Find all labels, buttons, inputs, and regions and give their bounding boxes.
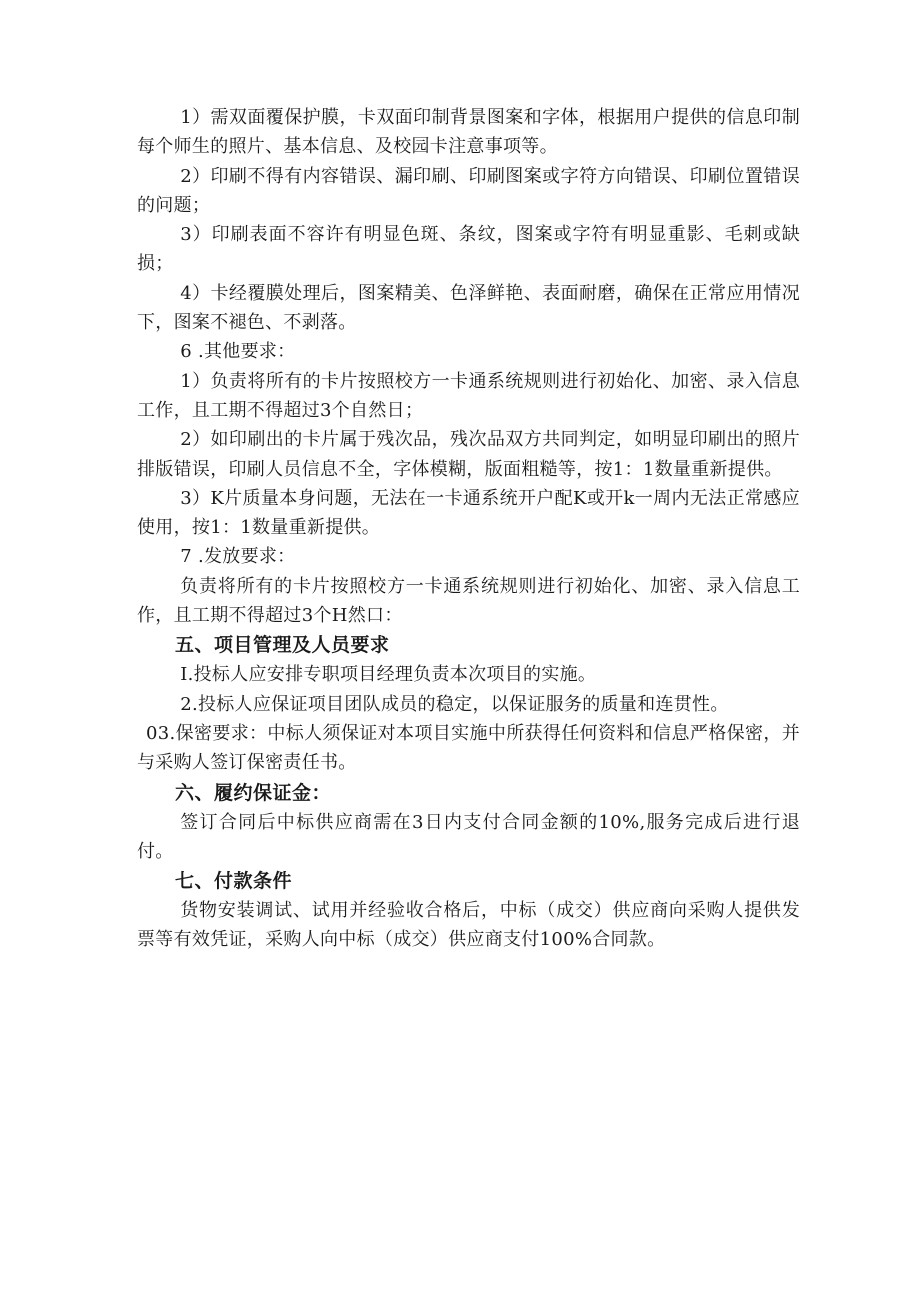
paragraph: 1）负责将所有的卡片按照校方一卡通系统规则进行初始化、加密、录入信息工作，且工期不得超过3个自然日； <box>137 370 800 421</box>
section-heading: 七、付款条件 <box>175 870 293 893</box>
paragraph: 2）印刷不得有内容错误、漏印刷、印刷图案或字符方向错误、印刷位置错误的问题； <box>137 165 800 216</box>
paragraph: 货物安装调试、试用并经验收合格后，中标（成交）供应商向采购人提供发票等有效凭证，采购人向中标（成交）供应商支付100%合同款。 <box>137 900 800 951</box>
paragraph: 03.保密要求：中标人须保证对本项目实施中所获得任何资料和信息严格保密，并与采购人签订保密责任书。 <box>137 722 800 774</box>
paragraph: 签订合同后中标供应商需在3日内支付合同金额的10%,服务完成后进行退付。 <box>137 811 800 862</box>
paragraph: I.投标人应安排专职项目经理负责本次项目的实施。 <box>180 664 597 686</box>
paragraph: 3）印刷表面不容许有明显色斑、条纹，图案或字符有明显重影、毛刺或缺损； <box>137 224 800 275</box>
section-heading: 六、履约保证金： <box>175 781 332 804</box>
paragraph: 负责将所有的卡片按照校方一卡通系统规则进行初始化、加密、录入信息工作，且工期不得超过3个H然口： <box>137 575 800 627</box>
paragraph: 4）卡经覆膜处理后，图案精美、色泽鲜艳、表面耐磨，确保在正常应用情况下，图案不褪色、不剥落。 <box>137 282 800 334</box>
paragraph: 2.投标人应保证项目团队成员的稳定，以保证服务的质量和连贯性。 <box>180 693 729 715</box>
section-item-heading: 7 .发放要求： <box>180 546 296 568</box>
section-item-heading: 6 .其他要求： <box>180 341 296 363</box>
paragraph: 2）如印刷出的卡片属于残次品，残次品双方共同判定，如明显印刷出的照片排版错误，印刷人员信息不全，字体模糊，版面粗糙等，按1：1数量重新提供。 <box>137 429 800 480</box>
paragraph: 1）需双面覆保护膜，卡双面印制背景图案和字体，根据用户提供的信息印制每个师生的照片、基本信息、及校园卡注意事项等。 <box>137 107 800 158</box>
section-heading: 五、项目管理及人员要求 <box>175 634 390 657</box>
paragraph: 3）K片质量本身问题，无法在一卡通系统开户配K或开k一周内无法正常感应使用，按1：1数量重新提供。 <box>137 487 800 539</box>
